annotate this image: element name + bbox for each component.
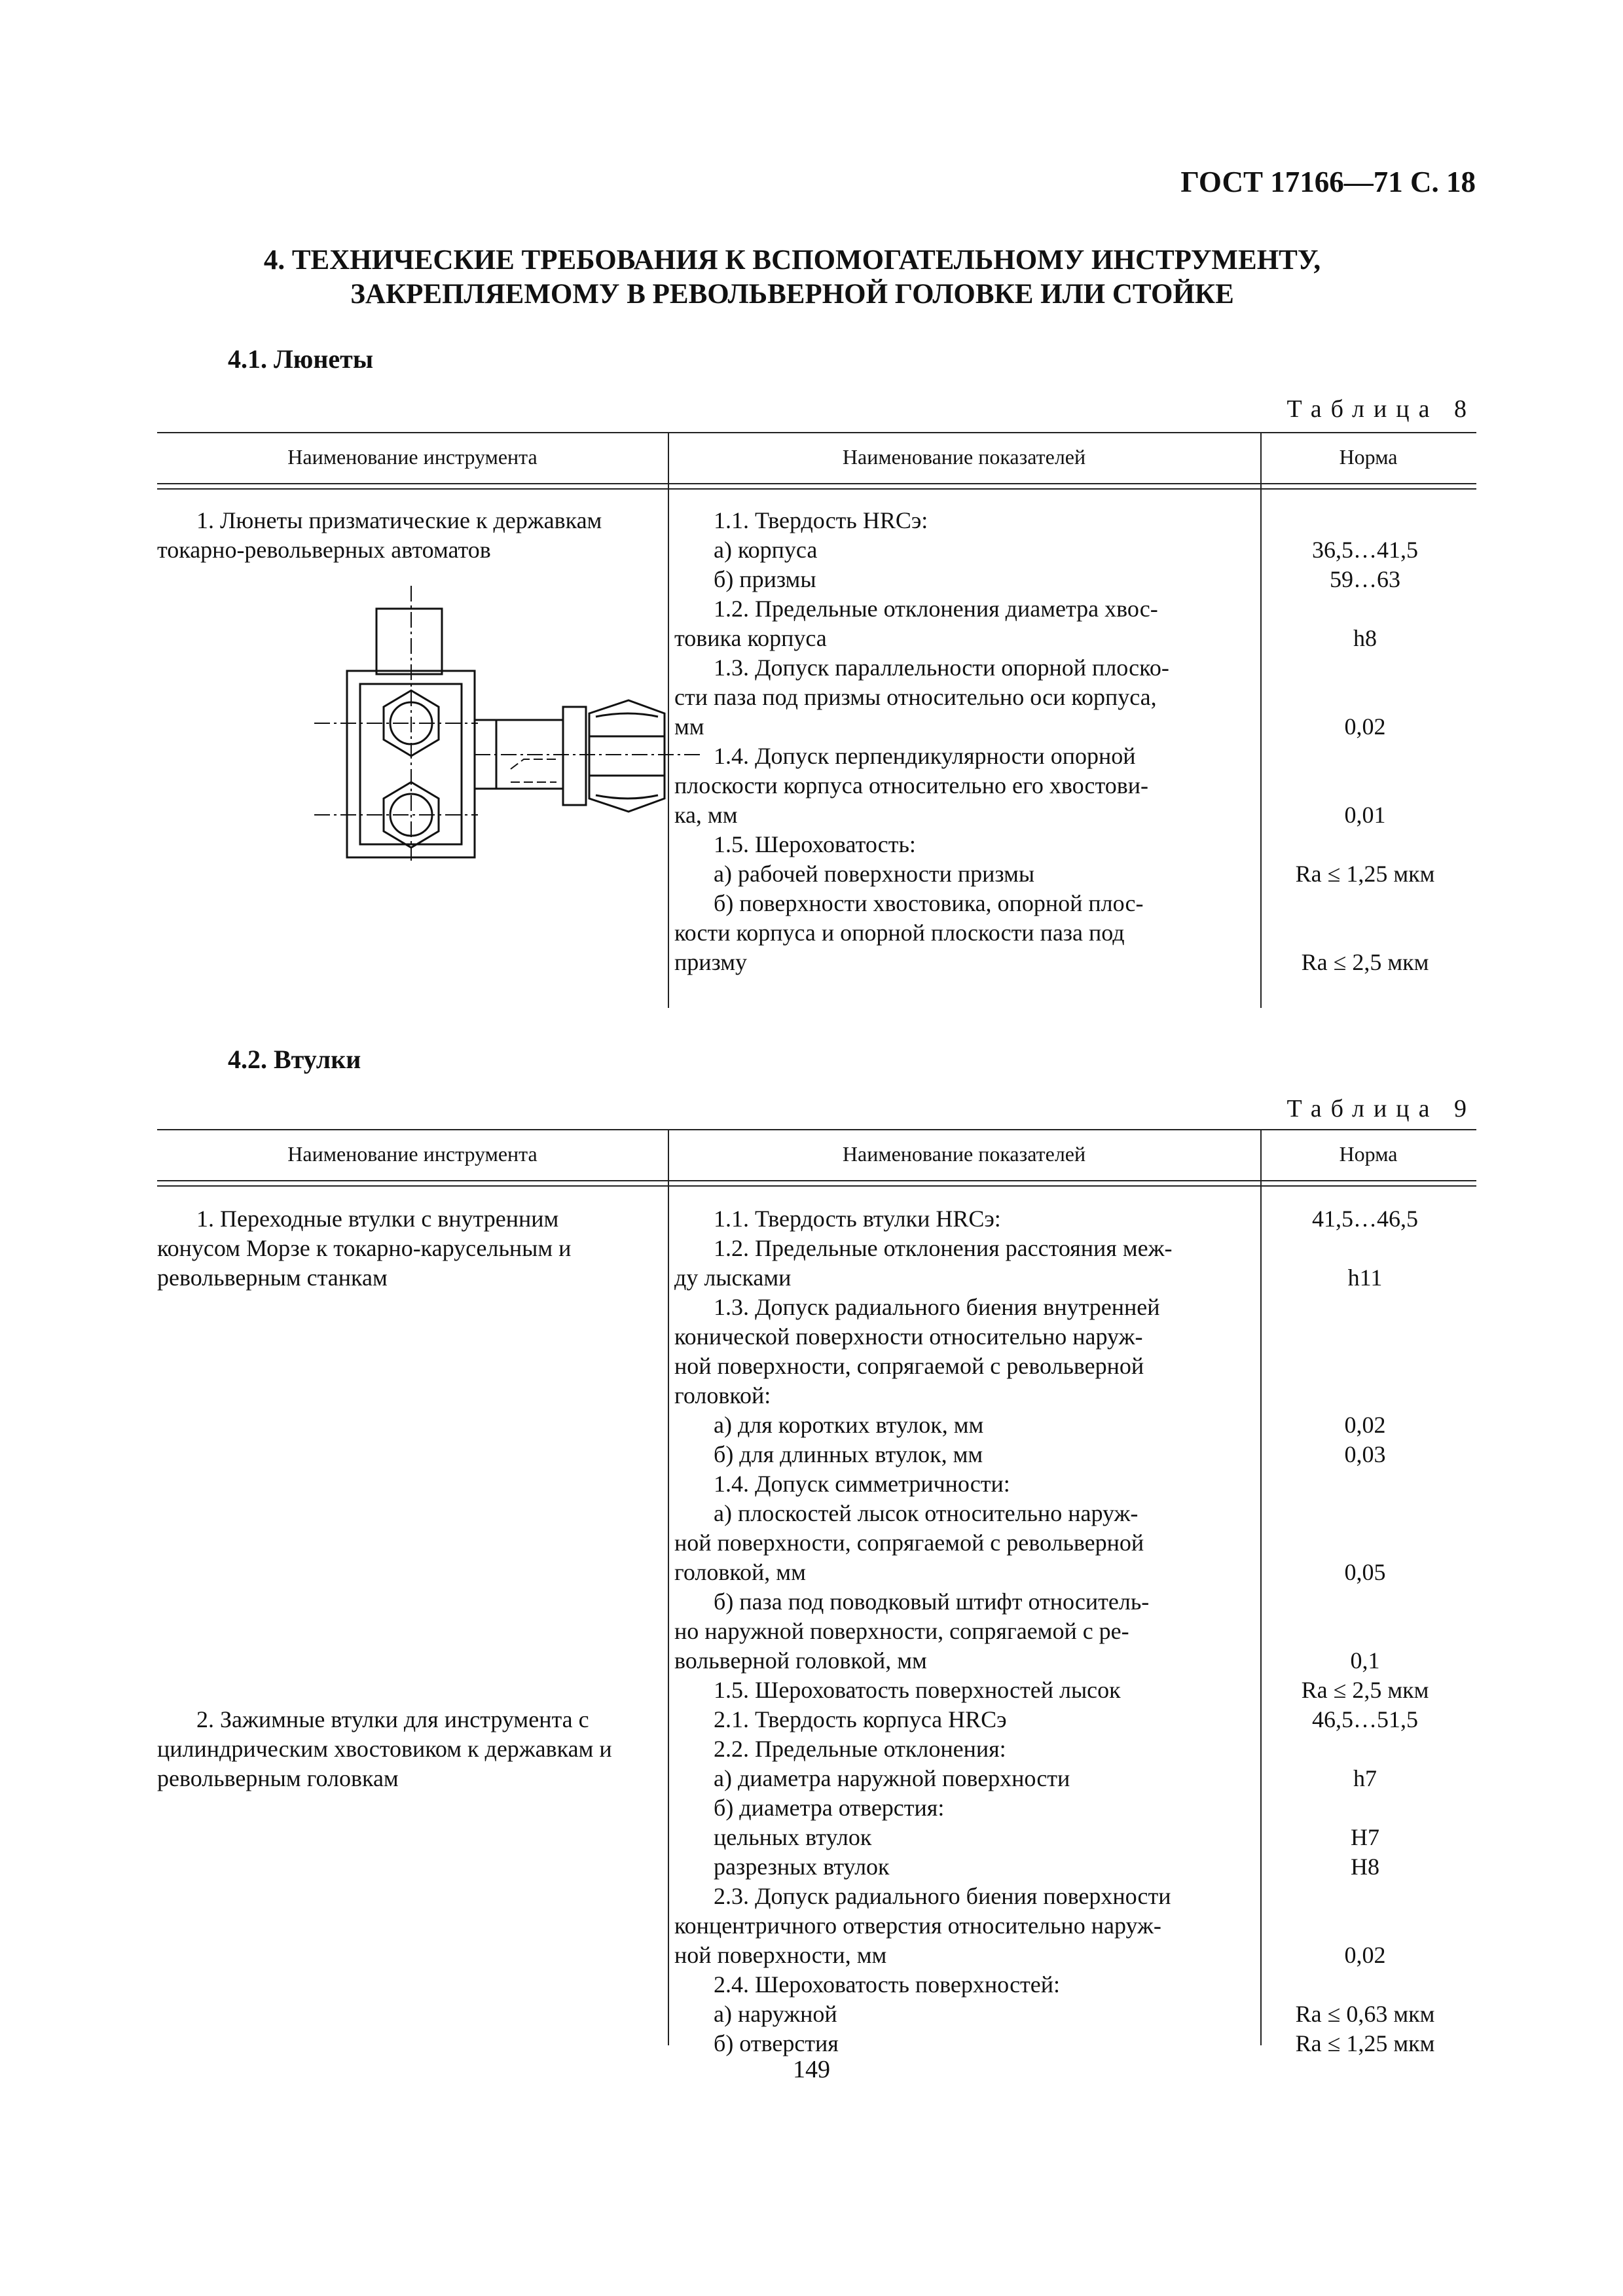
header-rule-1	[157, 1180, 1476, 1181]
parameter-text: головкой, мм	[674, 1559, 806, 1585]
norm-value: h8	[1353, 625, 1377, 651]
tool-line: 1. Люнеты призматические к державкам	[196, 507, 602, 533]
table-row	[674, 712, 1623, 742]
parameter-text: 1.1. Твердость втулки HRCэ:	[714, 1206, 1001, 1232]
parameter-text: 1.2. Предельные отклонения расстояния меж-	[714, 1235, 1173, 1261]
parameter-text: 1.4. Допуск перпендикулярности опорной	[714, 743, 1136, 769]
parameter-text: плоскости корпуса относительно его хвостови-	[674, 772, 1148, 798]
column-header-tool: Наименование инструмента	[287, 1142, 538, 1166]
parameter-text: 1.1. Твердость HRCэ:	[714, 507, 928, 533]
parameter-text: а) корпуса	[714, 537, 818, 563]
table-row	[674, 1558, 1623, 1587]
tool-line: 2. Зажимные втулки для инструмента с	[196, 1706, 589, 1732]
norm-value: 59…63	[1330, 566, 1400, 592]
tool-line: и револьверным головкам	[157, 1736, 612, 1791]
parameter-text: головкой:	[674, 1382, 771, 1408]
parameter-text: б) паза под поводковый штифт относитель-	[714, 1588, 1150, 1615]
parameter-text: кости корпуса и опорной плоскости паза под	[674, 920, 1125, 946]
parameter-text: 1.3. Допуск радиального биения внутренней	[714, 1294, 1160, 1320]
column-header-tool: Наименование инструмента	[287, 445, 538, 469]
column-divider-1	[668, 1129, 669, 2045]
norm-value: Ra ≤ 2,5 мкм	[1301, 949, 1429, 975]
subsection-title-lunettes: 4.1. Люнеты	[228, 344, 374, 374]
table-row	[674, 771, 1623, 800]
norm-value: 0,1	[1350, 1647, 1380, 1674]
table-row	[674, 948, 1623, 977]
norm-value: 0,02	[1344, 1942, 1386, 1968]
header-rule-1	[157, 483, 1476, 484]
section-title	[196, 243, 1388, 312]
parameter-text: цельных втулок	[714, 1824, 872, 1850]
parameter-text: б) поверхности хвостовика, опорной плос-	[714, 890, 1144, 916]
parameter-text: а) рабочей поверхности призмы	[714, 861, 1035, 887]
norm-value: H7	[1351, 1824, 1379, 1850]
table-row	[674, 506, 1623, 535]
parameter-text: сти паза под призмы относительно оси корпуса,	[674, 684, 1157, 710]
parameter-text: но наружной поверхности, сопрягаемой с ре-	[674, 1618, 1129, 1644]
column-header-norm: Норма	[1339, 1142, 1398, 1166]
table-row	[674, 1469, 1623, 1499]
section-title-line-2: ЗАКРЕПЛЯЕМОМУ В РЕВОЛЬВЕРНОЙ ГОЛОВКЕ ИЛИ СТОЙКЕ	[350, 279, 1234, 310]
table-row	[674, 1440, 1623, 1469]
norm-value: 0,01	[1344, 802, 1386, 828]
parameter-text: 2.1. Твердость корпуса HRCэ	[714, 1706, 1007, 1732]
table-row	[674, 918, 1623, 948]
table-9	[157, 1129, 1476, 2056]
column-header-parameters: Наименование показателей	[842, 1142, 1086, 1166]
parameter-text: б) для длинных втулок, мм	[714, 1441, 983, 1467]
tool-name-adapter-bushings	[157, 1204, 668, 1293]
parameter-text: а) наружной	[714, 2001, 837, 2027]
norm-value: Ra ≤ 0,63 мкм	[1295, 2001, 1435, 2027]
table-row	[674, 1234, 1623, 1263]
norm-value: 0,02	[1344, 1412, 1386, 1438]
table-row	[674, 1499, 1623, 1528]
parameter-text: ной поверхности, мм	[674, 1942, 887, 1968]
norm-value: Ra ≤ 1,25 мкм	[1295, 861, 1435, 887]
tool-line: конусом Морзе к токарно-карусельным и	[157, 1235, 572, 1261]
parameter-text: 2.3. Допуск радиального биения поверхности	[714, 1883, 1171, 1909]
header-rule-2	[157, 488, 1476, 490]
parameter-text: вольверной головкой, мм	[674, 1647, 927, 1674]
table-top-rule	[157, 432, 1476, 433]
table-row	[674, 830, 1623, 859]
table-row	[674, 1410, 1623, 1440]
parameter-text: разрезных втулок	[714, 1854, 890, 1880]
table-row	[674, 1823, 1623, 1852]
parameter-text: ду лысками	[674, 1265, 792, 1291]
parameter-text: 2.4. Шероховатость поверхностей:	[714, 1971, 1061, 1998]
parameter-text: ной поверхности, сопрягаемой с револьверной	[674, 1353, 1144, 1379]
table-row	[674, 1381, 1623, 1410]
norm-value: h7	[1353, 1765, 1377, 1791]
table-row	[674, 1646, 1623, 1676]
parameter-text: 1.5. Шероховатость:	[714, 831, 916, 857]
parameter-text: а) диаметра наружной поверхности	[714, 1765, 1070, 1791]
table-row	[674, 2029, 1623, 2058]
table-row	[674, 1852, 1623, 1882]
parameter-text: 1.2. Предельные отклонения диаметра хвос-	[714, 596, 1158, 622]
drawing-hex-nut	[589, 700, 665, 812]
tool-line: револьверным станкам	[157, 1265, 388, 1291]
table-top-rule	[157, 1129, 1476, 1130]
parameter-text: б) призмы	[714, 566, 816, 592]
table-row	[674, 565, 1623, 594]
drawing-shank-top	[376, 609, 442, 674]
subsection-title-bushings: 4.2. Втулки	[228, 1045, 361, 1074]
table-row	[674, 1764, 1623, 1793]
parameter-text: ка, мм	[674, 802, 738, 828]
parameter-text: мм	[674, 713, 704, 740]
table-row	[674, 1734, 1623, 1764]
column-header-norm: Норма	[1339, 445, 1398, 469]
section-title-line-1: 4. ТЕХНИЧЕСКИЕ ТРЕБОВАНИЯ К ВСПОМОГАТЕЛЬНОМУ ИНСТРУМЕНТУ,	[263, 245, 1321, 276]
norm-value: 36,5…41,5	[1312, 537, 1418, 563]
table-row	[674, 859, 1623, 889]
table-row	[674, 1617, 1623, 1646]
norm-value: 46,5…51,5	[1312, 1706, 1418, 1732]
table-row	[674, 653, 1623, 683]
norm-value: 0,05	[1344, 1559, 1386, 1585]
header-rule-2	[157, 1185, 1476, 1187]
tool-line: 1. Переходные втулки с внутренним	[196, 1206, 559, 1232]
parameter-text: а) плоскостей лысок относительно наруж-	[714, 1500, 1139, 1526]
norm-value: 0,03	[1344, 1441, 1386, 1467]
table-row	[674, 1793, 1623, 1823]
parameter-text: б) отверстия	[714, 2030, 839, 2056]
table-row	[674, 2000, 1623, 2029]
table-row	[674, 1676, 1623, 1705]
table-row	[674, 1911, 1623, 1941]
norm-value: H8	[1351, 1854, 1379, 1880]
norm-value: h11	[1347, 1265, 1383, 1291]
parameter-text: товика корпуса	[674, 625, 827, 651]
table-row	[674, 1587, 1623, 1617]
table-row	[674, 1293, 1623, 1322]
table-row	[674, 1941, 1623, 1970]
parameter-text: а) для коротких втулок, мм	[714, 1412, 984, 1438]
tool-name-lunettes	[157, 506, 668, 565]
table-row	[674, 1322, 1623, 1352]
table-row	[674, 1882, 1623, 1911]
table-row	[674, 1970, 1623, 2000]
table-row	[674, 624, 1623, 653]
parameter-text: ной поверхности, сопрягаемой с револьверной	[674, 1530, 1144, 1556]
page-number: 149	[793, 2056, 830, 2083]
table-row	[674, 535, 1623, 565]
norm-value: Ra ≤ 2,5 мкм	[1301, 1677, 1429, 1703]
table-9-label: Таблица 9	[1286, 1095, 1476, 1122]
table-row	[674, 889, 1623, 918]
parameter-text: 2.2. Предельные отклонения:	[714, 1736, 1006, 1762]
table-row	[674, 1705, 1623, 1734]
parameter-text: конической поверхности относительно наруж-	[674, 1323, 1143, 1350]
table-row	[674, 594, 1623, 624]
table-row	[674, 1352, 1623, 1381]
table-row	[674, 1263, 1623, 1293]
parameter-text: призму	[674, 949, 748, 975]
gost-reference: ГОСТ 17166—71 С. 18	[1180, 166, 1476, 198]
table-row	[674, 683, 1623, 712]
tool-line: цилиндрическим хвостовиком к державкам	[157, 1736, 594, 1762]
norm-value: 41,5…46,5	[1312, 1206, 1418, 1232]
parameter-text: концентричного отверстия относительно наруж-	[674, 1912, 1161, 1939]
norm-value: 0,02	[1344, 713, 1386, 740]
table-row	[674, 1528, 1623, 1558]
table-row	[674, 800, 1623, 830]
parameter-text: б) диаметра отверстия:	[714, 1795, 945, 1821]
column-header-parameters: Наименование показателей	[842, 445, 1086, 469]
table-8-label: Таблица 8	[1286, 395, 1476, 423]
parameter-text: 1.3. Допуск параллельности опорной плоско-	[714, 655, 1169, 681]
table-row	[674, 742, 1623, 771]
parameter-text: 1.5. Шероховатость поверхностей лысок	[714, 1677, 1121, 1703]
table-row	[674, 1204, 1623, 1234]
tool-line: токарно-револьверных автоматов	[157, 537, 491, 563]
table-8	[157, 432, 1476, 1008]
parameter-text: 1.4. Допуск симметричности:	[714, 1471, 1010, 1497]
tool-name-clamping-bushings	[157, 1705, 668, 1793]
norm-value: Ra ≤ 1,25 мкм	[1295, 2030, 1435, 2056]
